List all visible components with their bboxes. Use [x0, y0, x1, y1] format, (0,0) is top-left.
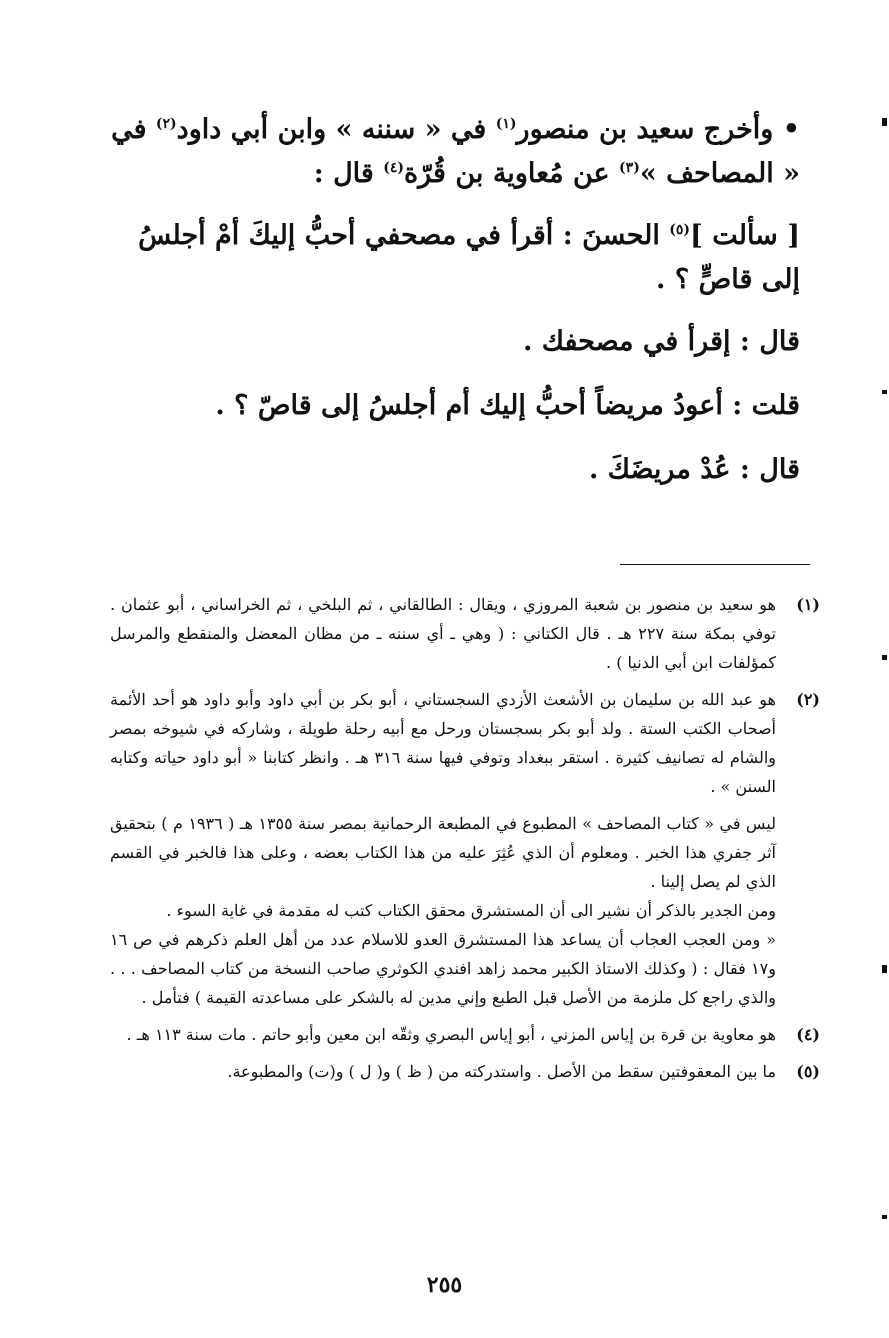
margin-mark [882, 965, 887, 973]
margin-mark [882, 390, 887, 394]
footnote-text: ومن الجدير بالذكر أن نشير الى أن المستشرق محقق الكتاب كتب له مقدمة في غاية السوء . [166, 901, 776, 920]
footnote-4 [110, 1020, 820, 1049]
footnote-text: هو معاوية بن قرة بن إياس المزني ، أبو إياس البصري وثقّه ابن معين وأبو حاتم . مات سنة ١١٣ هـ . [126, 1025, 776, 1044]
footnote-text: ليس في « كتاب المصاحف » المطبوع في المطبعة الرحمانية بمصر سنة ١٣٥٥ هـ ( ١٩٣٦ م ) بتحقيق آثر جفري هذا الخبر . ومعلوم أن الذي عُثِرَ عليه من هذا الكتاب بعضه ، وعلى هذا فالخبر في القسم الذي لم يصل إلينا . [110, 814, 777, 891]
footnote-text: هو سعيد بن منصور بن شعبة المروزي ، ويقال : الطالقاني ، ثم البلخي ، ثم الخراساني ، أبو عثمان . توفي بمكة سنة ٢٢٧ هـ . قال الكتاني : ( وهي ـ أي سننه ـ من مظان المعضل والمنقطع والمرسل كمؤلفات ابن أبي الدنيا ) . [110, 595, 777, 672]
footnote-number: (١) [796, 595, 820, 614]
intro-text: « المصاحف » [639, 158, 800, 189]
footnote-number: (٥) [796, 1062, 820, 1081]
margin-mark [882, 118, 887, 126]
intro-text: في [111, 114, 156, 145]
footnote-separator [620, 564, 810, 565]
footnote-ref-5[interactable]: (٥) [669, 222, 691, 238]
footnote-text: هو عبد الله بن سليمان بن الأشعث الأزدي السجستاني ، أبو بكر بن أبي داود وأبو داود هو أحد الأئمة أصحاب الكتب الستة . ولد أبو بكر بسجستان ورحل مع أبيه رحلة طويلة ، وشاركه في شيوخه بمصر والشام له تصانيف كثيرة . استقر ببغداد وتوفي فيها سنة ٣١٦ هـ . وانظر كتابنا « أبو داود حياته وكتابه السنن » . [110, 690, 776, 796]
quote-paragraph [100, 214, 800, 302]
intro-paragraph [100, 108, 800, 196]
quote-text: الحسنَ : أقرأ في مصحفي أحبُّ إليكَ أمْ أجلسُ إلى قاصٍّ ؟ . [138, 220, 800, 295]
footnote-ref-3[interactable]: (٣) [619, 160, 640, 176]
footnote-number: (٢) [796, 690, 820, 709]
dialog-line-1: قال : إقرأ في مصحفك . [522, 326, 800, 357]
margin-mark [882, 1215, 887, 1219]
footnote-text: « ومن العجب العجاب أن يساعد هذا المستشرق العدو للاسلام عدد من أهل العلم ذكرهم في ص ١٦ و١٧ فقال : ( وكذلك الاستاذ الكبير محمد زاهد افندي الكوثري صاحب النسخة من كتاب المصاحف . . . والذي راجع كل ملزمة من الأصل قبل الطبع وإني مدين له بالشكر على مساعدته القيمة ) فتأمل . [110, 930, 776, 1007]
quote-text: [ سألت ] [690, 220, 800, 251]
page-number: ٢٥٥ [426, 1272, 463, 1298]
margin-mark [882, 655, 887, 660]
footnote-3 [110, 809, 776, 1012]
footnote-ref-1[interactable]: (١) [495, 116, 517, 132]
footnotes [110, 590, 820, 1094]
footnote-ref-2[interactable]: (٢) [155, 116, 177, 132]
intro-text: في « سننه » وابن أبي داود [176, 114, 496, 145]
footnote-5 [110, 1057, 820, 1086]
footnote-number: (٤) [796, 1025, 820, 1044]
footnote-2 [110, 685, 820, 801]
intro-text: عن مُعاوية بن قُرّة [404, 158, 620, 189]
dialog-line-3: قال : عُدْ مريضَكَ . [588, 454, 800, 485]
intro-text: • وأخرج سعيد بن منصور [516, 114, 800, 145]
main-text [100, 108, 800, 494]
footnote-1 [110, 590, 820, 677]
footnote-text: ما بين المعقوفتين سقط من الأصل . واستدركته من ( ظ ) و( ل ) و(ت) والمطبوعة. [227, 1062, 776, 1081]
dialog-line-2: قلت : أعودُ مريضاً أحبُّ إليك أم أجلسُ إلى قاصّ ؟ . [215, 390, 800, 421]
intro-text: قال : [313, 158, 384, 189]
footnote-ref-4[interactable]: (٤) [383, 160, 405, 176]
